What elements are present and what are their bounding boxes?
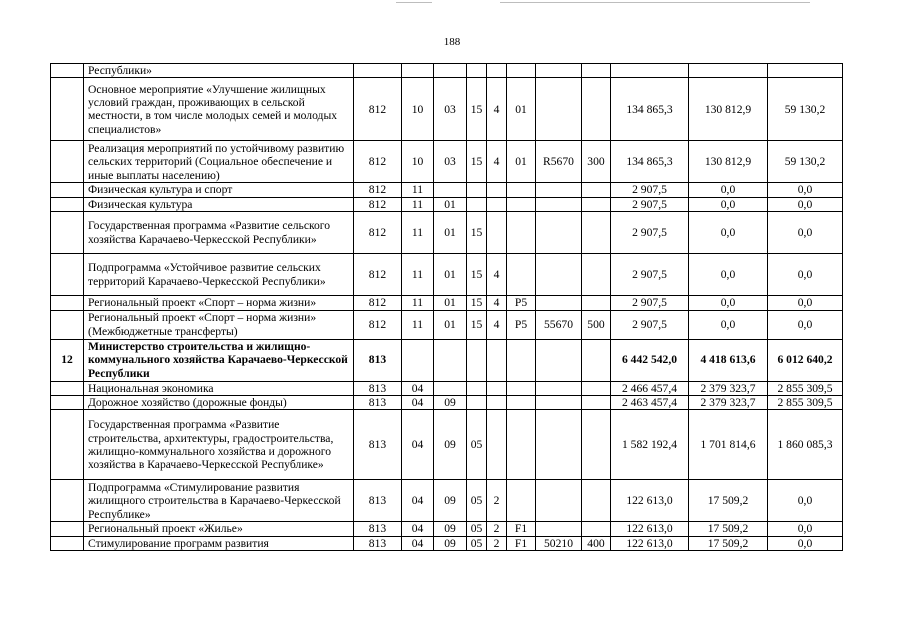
amount-year3-cell [768, 64, 843, 78]
measure-code-cell: F1 [507, 522, 536, 536]
table-row [51, 410, 843, 480]
table-row [51, 536, 843, 550]
row-number-cell [51, 141, 84, 183]
amount-year1-cell: 2 466 457,4 [611, 381, 689, 395]
table-row [51, 64, 843, 78]
table-row [51, 296, 843, 310]
expense-type-cell: 500 [582, 310, 611, 339]
row-number-cell [51, 183, 84, 197]
measure-code-cell [507, 381, 536, 395]
amount-year2-cell: 17 509,2 [689, 480, 768, 522]
table-row [51, 141, 843, 183]
target-article-cell: 50210 [536, 536, 582, 550]
measure-code-cell: 01 [507, 141, 536, 183]
amount-year2-cell: 0,0 [689, 212, 768, 254]
program-code-cell: 15 [467, 212, 487, 254]
ministry-code-cell: 813 [354, 396, 402, 410]
subprogram-code-cell [487, 410, 507, 480]
subsection-code-cell: 03 [434, 78, 467, 141]
target-article-cell [536, 212, 582, 254]
subprogram-code-cell [487, 212, 507, 254]
program-code-cell [467, 183, 487, 197]
program-code-cell: 05 [467, 522, 487, 536]
subsection-code-cell [434, 381, 467, 395]
page-number: 188 [443, 36, 461, 48]
amount-year2-cell: 1 701 814,6 [689, 410, 768, 480]
amount-year1-cell: 134 865,3 [611, 78, 689, 141]
subsection-code-cell: 09 [434, 480, 467, 522]
program-code-cell [467, 381, 487, 395]
amount-year1-cell: 122 613,0 [611, 522, 689, 536]
item-name-cell: Реализация мероприятий по устойчивому развитию сельских территорий (Социальное обеспечение и иные выплаты населению) [84, 141, 354, 183]
amount-year3-cell: 0,0 [768, 296, 843, 310]
measure-code-cell [507, 197, 536, 211]
subsection-code-cell: 03 [434, 141, 467, 183]
program-code-cell: 05 [467, 480, 487, 522]
item-name-cell: Министерство строительства и жилищно-коммунального хозяйства Карачаево-Черкесской Республики [84, 339, 354, 381]
amount-year3-cell: 0,0 [768, 310, 843, 339]
amount-year2-cell: 130 812,9 [689, 141, 768, 183]
amount-year1-cell: 134 865,3 [611, 141, 689, 183]
item-name-cell: Государственная программа «Развитие сельского хозяйства Карачаево-Черкесской Республики» [84, 212, 354, 254]
program-code-cell: 05 [467, 536, 487, 550]
amount-year2-cell: 17 509,2 [689, 522, 768, 536]
target-article-cell [536, 78, 582, 141]
program-code-cell: 15 [467, 296, 487, 310]
table-row [51, 480, 843, 522]
subsection-code-cell [434, 64, 467, 78]
amount-year2-cell: 17 509,2 [689, 536, 768, 550]
item-name-cell: Региональный проект «Спорт – норма жизни» (Межбюджетные трансферты) [84, 310, 354, 339]
row-number-cell [51, 381, 84, 395]
subsection-code-cell: 01 [434, 296, 467, 310]
subprogram-code-cell: 4 [487, 78, 507, 141]
section-code-cell: 11 [402, 183, 434, 197]
amount-year3-cell: 0,0 [768, 480, 843, 522]
subprogram-code-cell: 2 [487, 522, 507, 536]
expense-type-cell [582, 396, 611, 410]
amount-year1-cell: 2 907,5 [611, 310, 689, 339]
measure-code-cell: P5 [507, 296, 536, 310]
subsection-code-cell: 01 [434, 254, 467, 296]
amount-year1-cell: 2 907,5 [611, 197, 689, 211]
amount-year2-cell: 4 418 613,6 [689, 339, 768, 381]
ministry-code-cell: 812 [354, 141, 402, 183]
section-code-cell: 04 [402, 536, 434, 550]
program-code-cell: 15 [467, 78, 487, 141]
table-row [51, 310, 843, 339]
row-number-cell [51, 310, 84, 339]
target-article-cell [536, 410, 582, 480]
program-code-cell [467, 396, 487, 410]
section-code-cell: 11 [402, 296, 434, 310]
table-row [51, 183, 843, 197]
table-row [51, 212, 843, 254]
program-code-cell [467, 339, 487, 381]
subsection-code-cell: 09 [434, 522, 467, 536]
section-code-cell: 04 [402, 410, 434, 480]
subsection-code-cell: 01 [434, 197, 467, 211]
measure-code-cell: 01 [507, 78, 536, 141]
subsection-code-cell: 09 [434, 410, 467, 480]
expense-type-cell [582, 522, 611, 536]
subprogram-code-cell: 4 [487, 296, 507, 310]
row-number-cell [51, 212, 84, 254]
amount-year2-cell: 0,0 [689, 296, 768, 310]
amount-year1-cell: 2 907,5 [611, 254, 689, 296]
ministry-code-cell: 812 [354, 296, 402, 310]
table-row [51, 78, 843, 141]
expense-type-cell [582, 64, 611, 78]
amount-year1-cell: 2 907,5 [611, 296, 689, 310]
item-name-cell: Подпрограмма «Устойчивое развитие сельских территорий Карачаево-Черкесской Республики» [84, 254, 354, 296]
amount-year2-cell: 0,0 [689, 310, 768, 339]
amount-year1-cell: 2 907,5 [611, 183, 689, 197]
program-code-cell: 05 [467, 410, 487, 480]
amount-year1-cell: 6 442 542,0 [611, 339, 689, 381]
target-article-cell [536, 254, 582, 296]
subprogram-code-cell: 4 [487, 254, 507, 296]
item-name-cell: Национальная экономика [84, 381, 354, 395]
amount-year3-cell: 0,0 [768, 522, 843, 536]
row-number-cell [51, 396, 84, 410]
measure-code-cell [507, 64, 536, 78]
expense-type-cell [582, 212, 611, 254]
measure-code-cell [507, 339, 536, 381]
section-code-cell: 04 [402, 381, 434, 395]
section-code-cell: 10 [402, 78, 434, 141]
measure-code-cell [507, 480, 536, 522]
measure-code-cell [507, 410, 536, 480]
target-article-cell [536, 480, 582, 522]
amount-year2-cell: 130 812,9 [689, 78, 768, 141]
expense-type-cell [582, 410, 611, 480]
target-article-cell: 55670 [536, 310, 582, 339]
item-name-cell: Основное мероприятие «Улучшение жилищных условий граждан, проживающих в сельской местности, в том числе молодых семей и молодых специалистов» [84, 78, 354, 141]
subsection-code-cell [434, 183, 467, 197]
subprogram-code-cell [487, 64, 507, 78]
row-number-cell: 12 [51, 339, 84, 381]
subprogram-code-cell [487, 381, 507, 395]
item-name-cell: Физическая культура [84, 197, 354, 211]
expense-type-cell: 300 [582, 141, 611, 183]
target-article-cell [536, 64, 582, 78]
amount-year1-cell: 2 463 457,4 [611, 396, 689, 410]
subprogram-code-cell: 4 [487, 141, 507, 183]
section-code-cell: 11 [402, 197, 434, 211]
ministry-code-cell: 812 [354, 254, 402, 296]
section-code-cell: 04 [402, 396, 434, 410]
budget-table [50, 63, 843, 551]
expense-type-cell [582, 254, 611, 296]
table-row [51, 381, 843, 395]
amount-year2-cell: 2 379 323,7 [689, 381, 768, 395]
ministry-code-cell: 812 [354, 183, 402, 197]
ministry-code-cell: 813 [354, 522, 402, 536]
subprogram-code-cell: 2 [487, 480, 507, 522]
amount-year3-cell: 0,0 [768, 212, 843, 254]
table-body [51, 64, 843, 551]
amount-year3-cell: 6 012 640,2 [768, 339, 843, 381]
target-article-cell [536, 197, 582, 211]
subsection-code-cell [434, 339, 467, 381]
row-number-cell [51, 296, 84, 310]
section-code-cell: 11 [402, 254, 434, 296]
amount-year3-cell: 0,0 [768, 254, 843, 296]
section-code-cell: 11 [402, 310, 434, 339]
program-code-cell: 15 [467, 254, 487, 296]
subsection-code-cell: 01 [434, 310, 467, 339]
measure-code-cell: F1 [507, 536, 536, 550]
section-code-cell: 04 [402, 522, 434, 536]
amount-year3-cell: 0,0 [768, 197, 843, 211]
amount-year3-cell: 0,0 [768, 183, 843, 197]
amount-year3-cell: 59 130,2 [768, 78, 843, 141]
target-article-cell [536, 381, 582, 395]
ministry-code-cell: 812 [354, 197, 402, 211]
item-name-cell: Республики» [84, 64, 354, 78]
row-number-cell [51, 78, 84, 141]
row-number-cell [51, 522, 84, 536]
row-number-cell [51, 410, 84, 480]
amount-year3-cell: 2 855 309,5 [768, 396, 843, 410]
measure-code-cell [507, 396, 536, 410]
subprogram-code-cell [487, 197, 507, 211]
amount-year1-cell: 122 613,0 [611, 536, 689, 550]
table-row [51, 339, 843, 381]
table-row [51, 396, 843, 410]
subprogram-code-cell [487, 339, 507, 381]
row-number-cell [51, 64, 84, 78]
amount-year1-cell: 1 582 192,4 [611, 410, 689, 480]
measure-code-cell [507, 212, 536, 254]
measure-code-cell: P5 [507, 310, 536, 339]
amount-year1-cell [611, 64, 689, 78]
amount-year2-cell: 0,0 [689, 183, 768, 197]
ministry-code-cell: 813 [354, 480, 402, 522]
scan-artifact-line [396, 2, 432, 3]
item-name-cell: Физическая культура и спорт [84, 183, 354, 197]
row-number-cell [51, 536, 84, 550]
subprogram-code-cell: 2 [487, 536, 507, 550]
amount-year2-cell: 0,0 [689, 197, 768, 211]
expense-type-cell [582, 183, 611, 197]
subsection-code-cell: 09 [434, 396, 467, 410]
ministry-code-cell: 812 [354, 310, 402, 339]
subprogram-code-cell [487, 183, 507, 197]
program-code-cell: 15 [467, 141, 487, 183]
ministry-code-cell: 813 [354, 410, 402, 480]
target-article-cell [536, 183, 582, 197]
program-code-cell: 15 [467, 310, 487, 339]
expense-type-cell [582, 296, 611, 310]
amount-year1-cell: 2 907,5 [611, 212, 689, 254]
section-code-cell: 10 [402, 141, 434, 183]
measure-code-cell [507, 183, 536, 197]
ministry-code-cell: 812 [354, 212, 402, 254]
ministry-code-cell: 812 [354, 78, 402, 141]
row-number-cell [51, 197, 84, 211]
item-name-cell: Региональный проект «Жилье» [84, 522, 354, 536]
section-code-cell [402, 339, 434, 381]
ministry-code-cell: 813 [354, 339, 402, 381]
item-name-cell: Подпрограмма «Стимулирование развития жилищного строительства в Карачаево-Черкесской Республике» [84, 480, 354, 522]
item-name-cell: Региональный проект «Спорт – норма жизни» [84, 296, 354, 310]
subprogram-code-cell: 4 [487, 310, 507, 339]
subsection-code-cell: 09 [434, 536, 467, 550]
amount-year1-cell: 122 613,0 [611, 480, 689, 522]
amount-year2-cell: 0,0 [689, 254, 768, 296]
ministry-code-cell: 813 [354, 381, 402, 395]
ministry-code-cell [354, 64, 402, 78]
amount-year3-cell: 2 855 309,5 [768, 381, 843, 395]
amount-year2-cell [689, 64, 768, 78]
target-article-cell [536, 522, 582, 536]
table-row [51, 522, 843, 536]
expense-type-cell [582, 197, 611, 211]
target-article-cell: R5670 [536, 141, 582, 183]
subsection-code-cell: 01 [434, 212, 467, 254]
table-row [51, 254, 843, 296]
expense-type-cell [582, 381, 611, 395]
item-name-cell: Дорожное хозяйство (дорожные фонды) [84, 396, 354, 410]
scan-artifact-line [500, 2, 810, 3]
target-article-cell [536, 296, 582, 310]
section-code-cell: 04 [402, 480, 434, 522]
subprogram-code-cell [487, 396, 507, 410]
item-name-cell: Стимулирование программ развития [84, 536, 354, 550]
table-row [51, 197, 843, 211]
amount-year2-cell: 2 379 323,7 [689, 396, 768, 410]
expense-type-cell [582, 339, 611, 381]
amount-year3-cell: 0,0 [768, 536, 843, 550]
expense-type-cell [582, 480, 611, 522]
expense-type-cell [582, 78, 611, 141]
item-name-cell: Государственная программа «Развитие строительства, архитектуры, градостроительства, жилищно-коммунального хозяйства и дорожного хозяйства в Карачаево-Черкесской Республике» [84, 410, 354, 480]
target-article-cell [536, 396, 582, 410]
ministry-code-cell: 813 [354, 536, 402, 550]
section-code-cell: 11 [402, 212, 434, 254]
measure-code-cell [507, 254, 536, 296]
amount-year3-cell: 59 130,2 [768, 141, 843, 183]
target-article-cell [536, 339, 582, 381]
program-code-cell [467, 197, 487, 211]
row-number-cell [51, 480, 84, 522]
expense-type-cell: 400 [582, 536, 611, 550]
row-number-cell [51, 254, 84, 296]
section-code-cell [402, 64, 434, 78]
program-code-cell [467, 64, 487, 78]
amount-year3-cell: 1 860 085,3 [768, 410, 843, 480]
